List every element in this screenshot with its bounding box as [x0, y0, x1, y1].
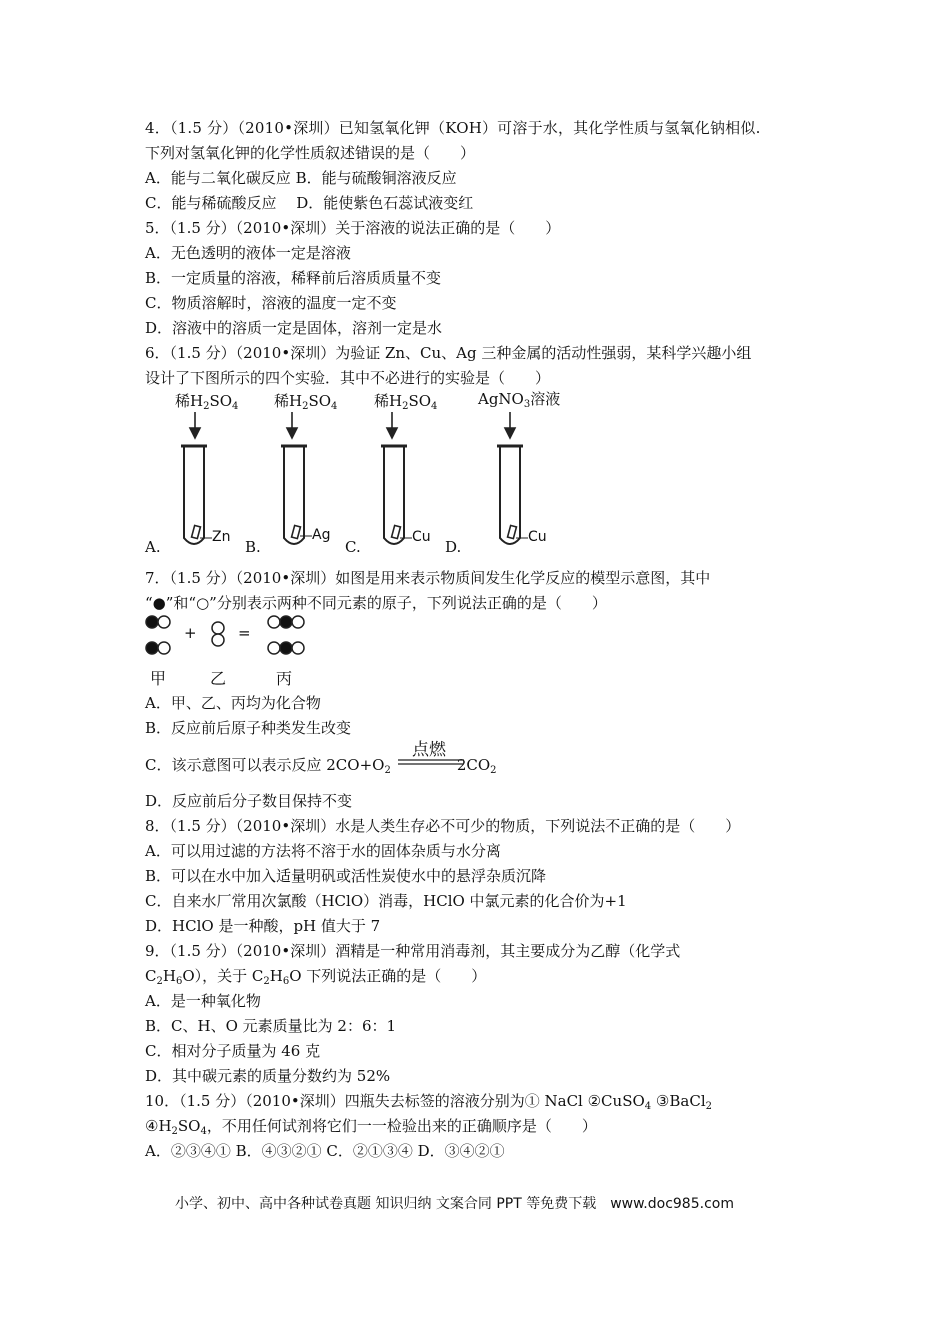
test-tube-figure: [140, 388, 620, 558]
reaction-condition: 点燃: [412, 740, 446, 760]
equals-sign: =: [238, 624, 251, 642]
q7-option-c: C．该示意图可以表示反应 $2CO+O_2$ $2CO_2$: [145, 756, 497, 776]
q9-option-c: C．相对分子质量为 46 克: [145, 1042, 321, 1060]
q7-stem-line1: 7．（1.5 分）（2010•深圳）如图是用来表示物质间发生化学反应的模型示意图，其中: [145, 569, 711, 587]
q8-option-b: B．可以在水中加入适量明矾或活性炭使水中的悬浮杂质沉降: [145, 867, 547, 885]
q8-option-d: D．HClO 是一种酸，pH 值大于 7: [145, 917, 381, 935]
tube-a-option: A.: [145, 538, 161, 556]
tube-a-metal: Zn: [212, 529, 231, 545]
tube-c-reagent: 稀$H_2SO_4$: [374, 392, 438, 412]
q5-option-d: D．溶液中的溶质一定是固体，溶剂一定是水: [145, 319, 443, 337]
q8-option-c: C．自来水厂常用次氯酸（HClO）消毒，HClO 中氯元素的化合价为+1: [145, 892, 627, 910]
q10-stem-line2: $④H_2SO_4$，不用任何试剂将它们一一检验出来的正确顺序是（ ）: [145, 1117, 597, 1137]
q10-stem-line1: 10．（1.5 分）（2010•深圳）四瓶失去标签的溶液分别为① NaCl ②CuSO$_4$ ③BaCl$_2$: [145, 1092, 712, 1112]
q7-option-d: D．反应前后分子数目保持不变: [145, 792, 353, 810]
molecule-model-figure: [140, 612, 340, 692]
q9-stem-line2: $C_2H_6O$），关于 $C_2H_6O$ 下列说法正确的是（ ）: [145, 967, 487, 987]
model-label-jia: 甲: [150, 669, 167, 688]
q10-options: A．②③④① B．④③②① C．②①③④ D．③④②①: [145, 1142, 505, 1160]
q9-option-a: A．是一种氧化物: [145, 992, 261, 1010]
tube-b-reagent: 稀$H_2SO_4$: [274, 392, 338, 412]
tube-c-metal: Cu: [412, 529, 431, 545]
tube-b-metal: Ag: [312, 527, 331, 543]
q4-options-cd: C．能与稀硫酸反应 D．能使紫色石蕊试液变红: [145, 194, 474, 212]
q5-option-c: C．物质溶解时，溶液的温度一定不变: [145, 294, 397, 312]
tube-d-option: D.: [445, 538, 462, 556]
q5-option-b: B．一定质量的溶液，稀释前后溶质质量不变: [145, 269, 442, 287]
q8-stem: 8．（1.5 分）（2010•深圳）水是人类生存必不可少的物质，下列说法不正确的是（ ）: [145, 817, 741, 835]
model-label-yi: 乙: [210, 669, 227, 688]
q9-option-d: D．其中碳元素的质量分数约为 52%: [145, 1067, 391, 1085]
q6-stem-line1: 6．（1.5 分）（2010•深圳）为验证 Zn、Cu、Ag 三种金属的活动性强弱，某科学兴趣小组: [145, 344, 752, 362]
tube-d-reagent: AgNO$_3$溶液: [478, 390, 561, 410]
tube-a-reagent: 稀$H_2SO_4$: [175, 392, 239, 412]
q4-stem-line1: 4．（1.5 分）（2010•深圳）已知氢氧化钾（KOH）可溶于水，其化学性质与氢氧化钠相似.: [145, 119, 761, 137]
q9-option-b: B．C、H、O 元素质量比为 2：6：1: [145, 1017, 397, 1035]
q7-option-a: A．甲、乙、丙均为化合物: [145, 694, 321, 712]
reaction-equal-sign: [398, 758, 464, 768]
q4-stem-line2: 下列对氢氧化钾的化学性质叙述错误的是（ ）: [145, 144, 476, 162]
q5-option-a: A．无色透明的液体一定是溶液: [145, 244, 351, 262]
model-label-bing: 丙: [276, 669, 293, 688]
tube-c-option: C.: [345, 538, 361, 556]
tube-b-option: B.: [245, 538, 261, 556]
q5-stem: 5．（1.5 分）（2010•深圳）关于溶液的说法正确的是（ ）: [145, 219, 561, 237]
tube-d-metal: Cu: [528, 529, 547, 545]
q9-stem-line1: 9．（1.5 分）（2010•深圳）酒精是一种常用消毒剂，其主要成分为乙醇（化学式: [145, 942, 681, 960]
q7-option-b: B．反应前后原子种类发生改变: [145, 719, 352, 737]
q4-options-ab: A．能与二氧化碳反应 B．能与硫酸铜溶液反应: [145, 169, 457, 187]
q8-option-a: A．可以用过滤的方法将不溶于水的固体杂质与水分离: [145, 842, 501, 860]
q6-stem-line2: 设计了下图所示的四个实验．其中不必进行的实验是（ ）: [145, 369, 551, 387]
page-footer: 小学、初中、高中各种试卷真题 知识归纳 文案合同 PPT 等免费下载 www.doc985.com: [175, 1196, 734, 1212]
q7-stem-line2: “●”和“○”分别表示两种不同元素的原子，下列说法正确的是（ ）: [145, 594, 607, 612]
plus-sign: +: [184, 624, 197, 642]
